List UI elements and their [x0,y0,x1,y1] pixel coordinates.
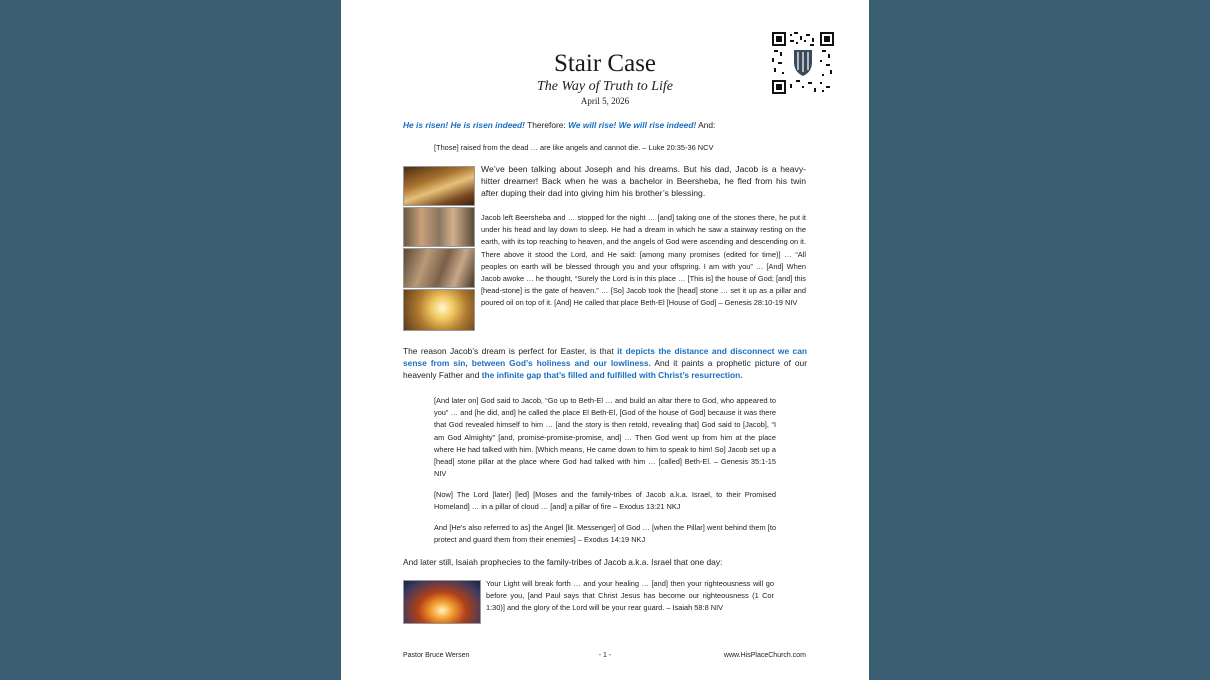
genesis-35-quote: [And later on] God said to Jacob, “Go up to Beth-El … and build an altar there to God, who appeared to you” … and [he did, and] he called the place El Beth-El, [God of the house of God] because it was there that God revealed himself to him … [and the story is then retold, revealing that] God said to [Jacob], “I am God Almighty” [and, promise-promise-promise, and] … Then God went up from him at the place where He had talked with him. [Which means, He came down to him to speak to him! So] Jacob set up a [head] stone pillar at the place where God had talked with him … [called] Beth-El. – Genesis 35:1-15 NIV [434,396,776,479]
footer-author: Pastor Bruce Wersen [403,652,470,659]
isaiah-quote: Your Light will break forth … and your healing … [and] then your righteousness will go before you, [and Paul says that Christ Jesus has become our righteousness (1 Cor 1:30)] and the glory of the Lord will be your rear guard. – Isaiah 58:8 NIV [486,579,774,613]
jacobs-ladder-image [403,289,475,331]
stairway-image [403,166,475,206]
intro-line: He is risen! He is risen indeed! Therefore: We will rise! We will rise indeed! And: [403,120,716,130]
paragraph-jacob-dreamer: We’ve been talking about Joseph and his dreams. But his dad, Jacob is a heavy-hitter dreamer! Back when he was a bachelor in Beersheba, he fled from his twin after duping their dad into giving him his brother’s blessing. [481,164,806,199]
document-title: Stair Case [553,50,657,77]
easter-response: We will rise! We will rise indeed! [568,120,697,130]
highlight-distance: it depicts the distance and disconnect we can sense from sin, between God’s holiness and our lowliness. [403,346,807,369]
light-breaking-forth-image [403,580,481,624]
easter-greeting: He is risen! He is risen indeed! [403,120,525,130]
paragraph-reason: The reason Jacob’s dream is perfect for Easter, is that it depicts the distance and disconnect we can sense from sin, between God’s holiness and our lowliness. And it paints a prophetic picture of our heavenly Father and the infinite gap that’s filled and fulfilled with Christ’s resurrection. [403,346,807,381]
document-page [341,0,869,680]
exodus-14-quote: And [He’s also referred to as] the Angel [lit. Messenger] of God … [when the Pillar] went behind them [to protect and guard them from their enemies] – Exodus 14:19 NKJ [434,523,776,545]
footer-website-link[interactable]: www.HisPlaceChurch.com [723,652,806,659]
exodus-13-quote: [Now] The Lord [later] [led] [Moses and the family-tribes of Jacob a.k.a. Israel, to their Promised Homeland] … in a pillar of cloud … [and] a pillar of fire – Exodus 13:21 NKJ [434,490,776,512]
paragraph-isaiah: And later still, Isaiah prophecies to the family-tribes of Jacob a.k.a. Israel that one day: [403,557,723,567]
highlight-infinite-gap: the infinite gap that’s filled and fulfilled with Christ’s resurrection. [481,370,743,381]
document-date: April 5, 2026 [580,96,630,106]
genesis-28-quote: Jacob left Beersheba and … stopped for the night … [and] taking one of the stones there, he put it under his head and lay down to sleep. He had a dream in which he saw a stairway resting on the earth, with its top reaching to heaven, and the angels of God were ascending and descending on it. There above it stood the Lord, and He said: [among many promises (edited for time)] … “All peoples on earth will be blessed through you and your offspring. I am with you” … [And] When Jacob awoke … he thought, “Surely the Lord is in this place … [This is] the house of God; [and] this [head-stone] is the gate of heaven.” … [So] Jacob took the [head] stone … set it up as a pillar and poured oil on top of it. [And] He called that place Beth-El [House of God] – Genesis 28:10-19 NIV [481,213,806,308]
jacob-esau-image [403,207,475,247]
isaac-blessing-image [403,248,475,288]
page-number: - 1 - [598,652,612,659]
document-subtitle: The Way of Truth to Life [536,79,673,94]
luke-quote: [Those] raised from the dead … are like angels and cannot die. – Luke 20:35-36 NCV [434,143,714,152]
